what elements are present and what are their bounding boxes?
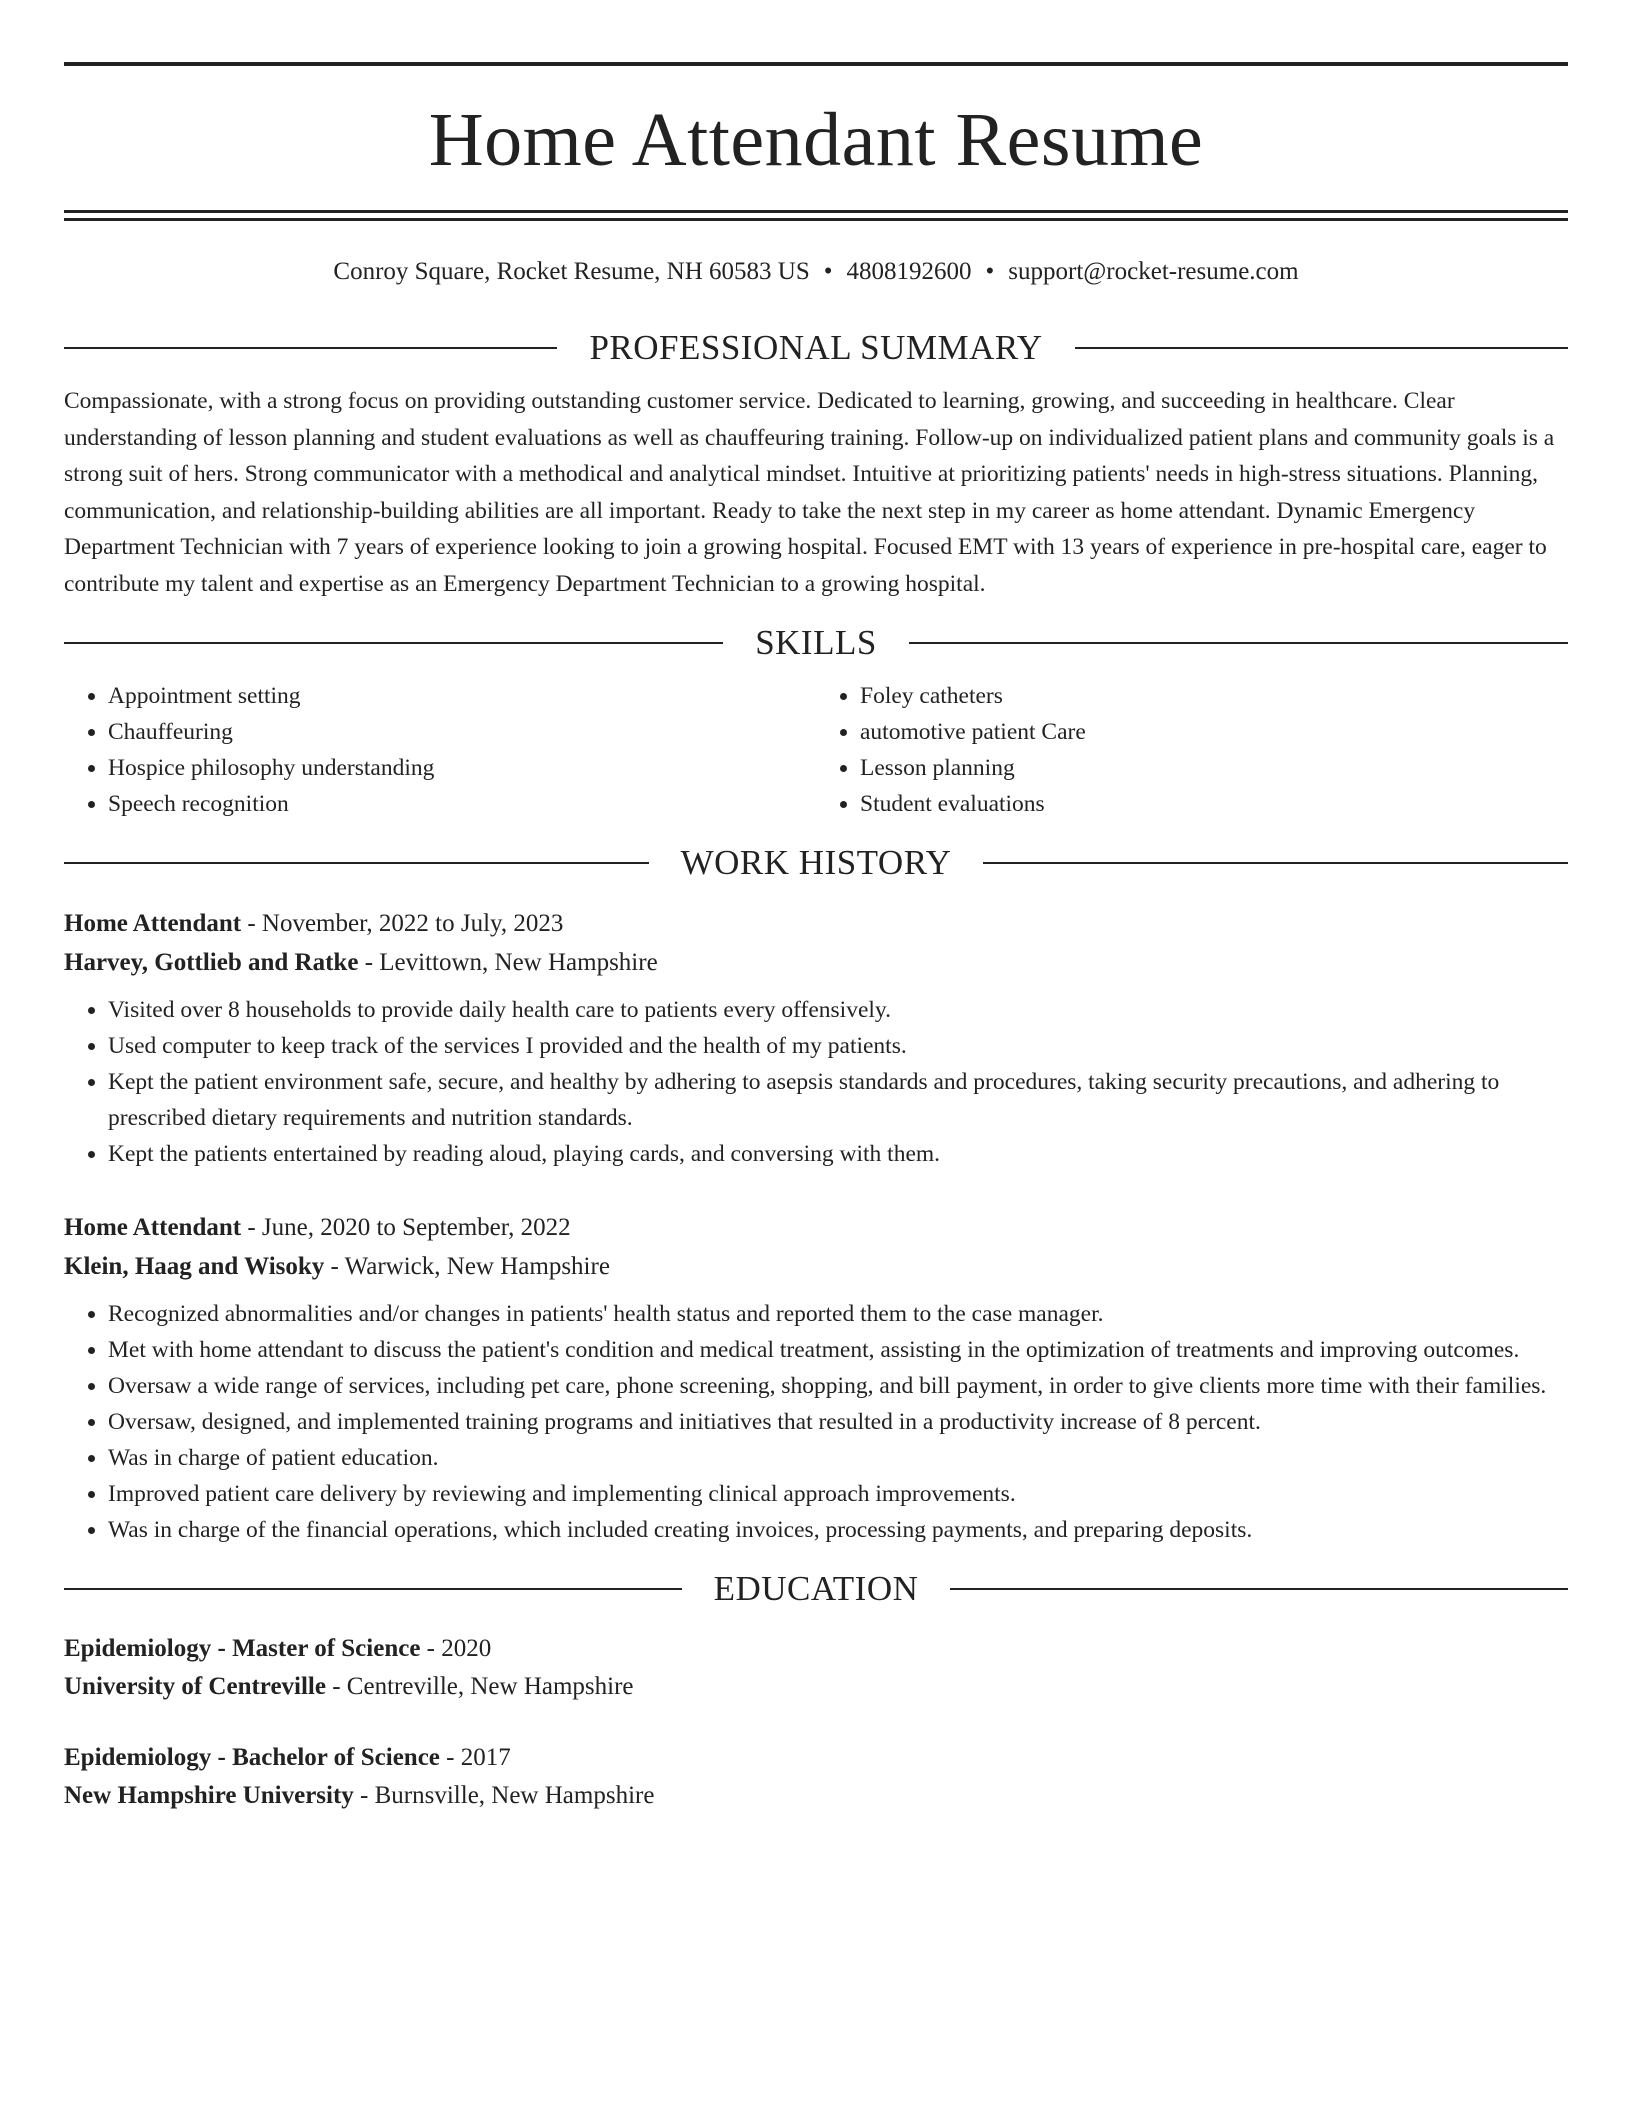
section-header-skills: [64, 622, 1568, 664]
education-school-line: [64, 1668, 1568, 1706]
job-title-line: [64, 1208, 1568, 1247]
job-company: Klein, Haag and Wisoky: [64, 1253, 325, 1280]
skills-list: [64, 678, 1568, 822]
section-rule: [909, 642, 1568, 644]
education-entry: [64, 1739, 1568, 1815]
job-bullet: • Recognized abnormalities and/or changes in patients' health status and reported them to the case manager.: [108, 1296, 1568, 1332]
education-year: - 2017: [439, 1744, 511, 1771]
job-bullet: • Used computer to keep track of the services I provided and the health of my patients.: [108, 1028, 1568, 1064]
section-rule: [64, 1588, 682, 1590]
section-title-work: WORK HISTORY: [680, 843, 952, 882]
skill-item: • Foley catheters: [860, 678, 1568, 714]
education-degree-line: [64, 1739, 1568, 1777]
job-title: Home Attendant: [64, 1214, 242, 1241]
skills-column-right: [816, 678, 1568, 822]
section-title-education: EDUCATION: [713, 1569, 919, 1608]
section-rule: [1075, 347, 1568, 349]
job-company-line: [64, 1247, 1568, 1286]
skill-item: • Appointment setting: [108, 678, 816, 714]
section-header-education: [64, 1568, 1568, 1610]
contact-phone: 4808192600: [846, 258, 972, 285]
job-bullet: • Kept the patient environment safe, secure, and healthy by adhering to asepsis standards and procedures, taking security precautions, and adhering to prescribed dietary requirements and nutrition standards.: [108, 1064, 1568, 1136]
education-degree: Epidemiology - Bachelor of Science: [64, 1744, 440, 1771]
skill-item: • Lesson planning: [860, 750, 1568, 786]
job-entry: [64, 1208, 1568, 1548]
title-double-rule: [64, 210, 1568, 221]
skills-column-left: [64, 678, 816, 822]
section-rule: [64, 862, 649, 864]
resume-title: Home Attendant Resume: [428, 98, 1204, 182]
job-bullet: • Visited over 8 households to provide daily health care to patients every offensively.: [108, 992, 1568, 1028]
job-dates: - November, 2022 to July, 2023: [241, 910, 564, 937]
job-bullet: • Improved patient care delivery by reviewing and implementing clinical approach improvements.: [108, 1476, 1568, 1512]
job-bullet: • Met with home attendant to discuss the patient's condition and medical treatment, assisting in the optimization of treatments and improving outcomes.: [108, 1332, 1568, 1368]
education-location: - Burnsville, New Hampshire: [353, 1782, 655, 1809]
education-school-line: [64, 1777, 1568, 1815]
contact-separator: •: [823, 258, 833, 285]
education-degree: Epidemiology - Master of Science: [64, 1635, 421, 1662]
job-title: Home Attendant: [64, 910, 242, 937]
skill-item: • Speech recognition: [108, 786, 816, 822]
contact-line: [64, 257, 1568, 287]
education-location: - Centreville, New Hampshire: [325, 1673, 634, 1700]
job-title-line: [64, 904, 1568, 943]
section-rule: [64, 347, 557, 349]
section-rule: [983, 862, 1568, 864]
section-rule: [64, 642, 723, 644]
education-entry: [64, 1630, 1568, 1706]
contact-separator: •: [985, 258, 995, 285]
section-rule: [950, 1588, 1568, 1590]
section-header-work: [64, 842, 1568, 884]
education-school: University of Centreville: [64, 1673, 326, 1700]
contact-email: support@rocket-resume.com: [1008, 258, 1299, 285]
job-entry: [64, 904, 1568, 1172]
education-school: New Hampshire University: [64, 1782, 354, 1809]
job-company: Harvey, Gottlieb and Ratke: [64, 949, 359, 976]
job-bullet: • Oversaw a wide range of services, including pet care, phone screening, shopping, and bill payment, in order to give clients more time with their families.: [108, 1368, 1568, 1404]
top-rule: [64, 62, 1568, 66]
job-bullet: • Oversaw, designed, and implemented training programs and initiatives that resulted in a productivity increase of 8 percent.: [108, 1404, 1568, 1440]
job-bullets: [64, 1296, 1568, 1548]
skill-item: • automotive patient Care: [860, 714, 1568, 750]
section-header-summary: [64, 327, 1568, 369]
job-company-line: [64, 943, 1568, 982]
skill-item: • Hospice philosophy understanding: [108, 750, 816, 786]
summary-paragraph: Compassionate, with a strong focus on providing outstanding customer service. Dedicated to learning, growing, and succeeding in healthcare. Clear understanding of lesson planning and student evaluations as well as chauffeuring training. Follow-up on individualized patient plans and community goals is a strong suit of hers. Strong communicator with a methodical and analytical mindset. Intuitive at prioritizing patients' needs in high-stress situations. Planning, communication, and relationship-building abilities are all important. Ready to take the next step in my career as home attendant. Dynamic Emergency Department Technician with 7 years of experience looking to join a growing hospital. Focused EMT with 13 years of experience in pre-hospital care, eager to contribute my talent and expertise as an Emergency Department Technician to a growing hospital.: [64, 388, 1555, 597]
education-year: - 2020: [420, 1635, 492, 1662]
job-dates: - June, 2020 to September, 2022: [241, 1214, 571, 1241]
job-location: - Levittown, New Hampshire: [358, 949, 658, 976]
skill-item: • Chauffeuring: [108, 714, 816, 750]
education-degree-line: [64, 1630, 1568, 1668]
job-bullets: [64, 992, 1568, 1172]
section-title-summary: PROFESSIONAL SUMMARY: [589, 328, 1043, 367]
skill-item: • Student evaluations: [860, 786, 1568, 822]
job-bullet: • Was in charge of the financial operations, which included creating invoices, processing payments, and preparing deposits.: [108, 1512, 1568, 1548]
section-title-skills: SKILLS: [755, 623, 877, 662]
job-bullet: • Kept the patients entertained by reading aloud, playing cards, and conversing with them.: [108, 1136, 1568, 1172]
job-bullet: • Was in charge of patient education.: [108, 1440, 1568, 1476]
job-location: - Warwick, New Hampshire: [324, 1253, 610, 1280]
contact-address: Conroy Square, Rocket Resume, NH 60583 US: [333, 258, 810, 285]
